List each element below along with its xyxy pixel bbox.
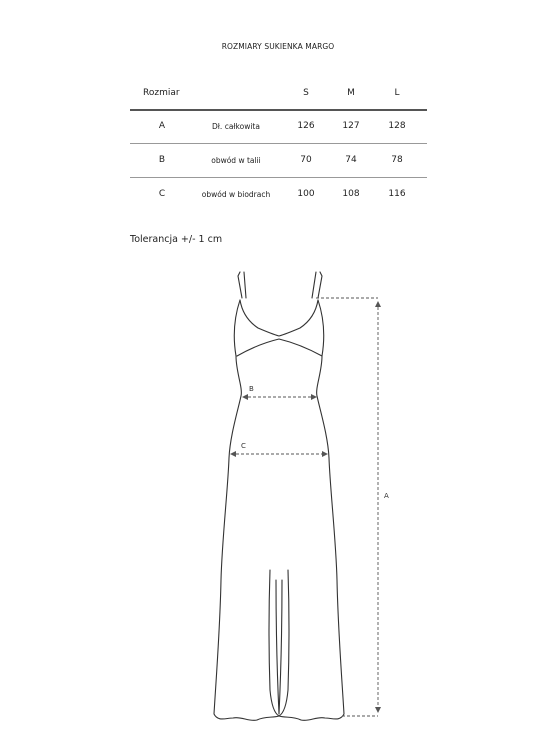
row-a-measure: Dł. całkowita [212,122,260,131]
hips-label: C [241,442,246,450]
length-dimension [316,298,378,716]
row-b-measure: obwód w talii [211,156,261,165]
row-a-size-s: 126 [297,121,315,131]
page-title: ROZMIARY SUKIENKA MARGO [221,42,335,51]
row-c-size-l: 116 [388,189,406,199]
row-a-size-m: 127 [342,121,360,131]
length-label: A [384,492,389,500]
row-b-code: B [158,155,166,165]
tolerance-note: Tolerancja +/- 1 cm [130,234,223,245]
waist-label: B [249,385,254,393]
row-c-size-s: 100 [297,189,315,199]
row-b-size-m: 74 [345,155,357,165]
row-c-measure: obwód w biodrach [201,190,271,199]
dress-outline [214,272,344,720]
row-c-code: C [158,189,166,199]
size-header-m: M [347,88,355,98]
row-b-size-l: 78 [391,155,403,165]
row-c-size-m: 108 [342,189,360,199]
size-header-l: L [394,88,400,98]
row-b-size-s: 70 [300,155,312,165]
size-header-s: S [303,88,309,98]
size-header-label: Rozmiar [143,88,180,98]
row-a-size-l: 128 [388,121,406,131]
row-a-code: A [158,121,166,131]
